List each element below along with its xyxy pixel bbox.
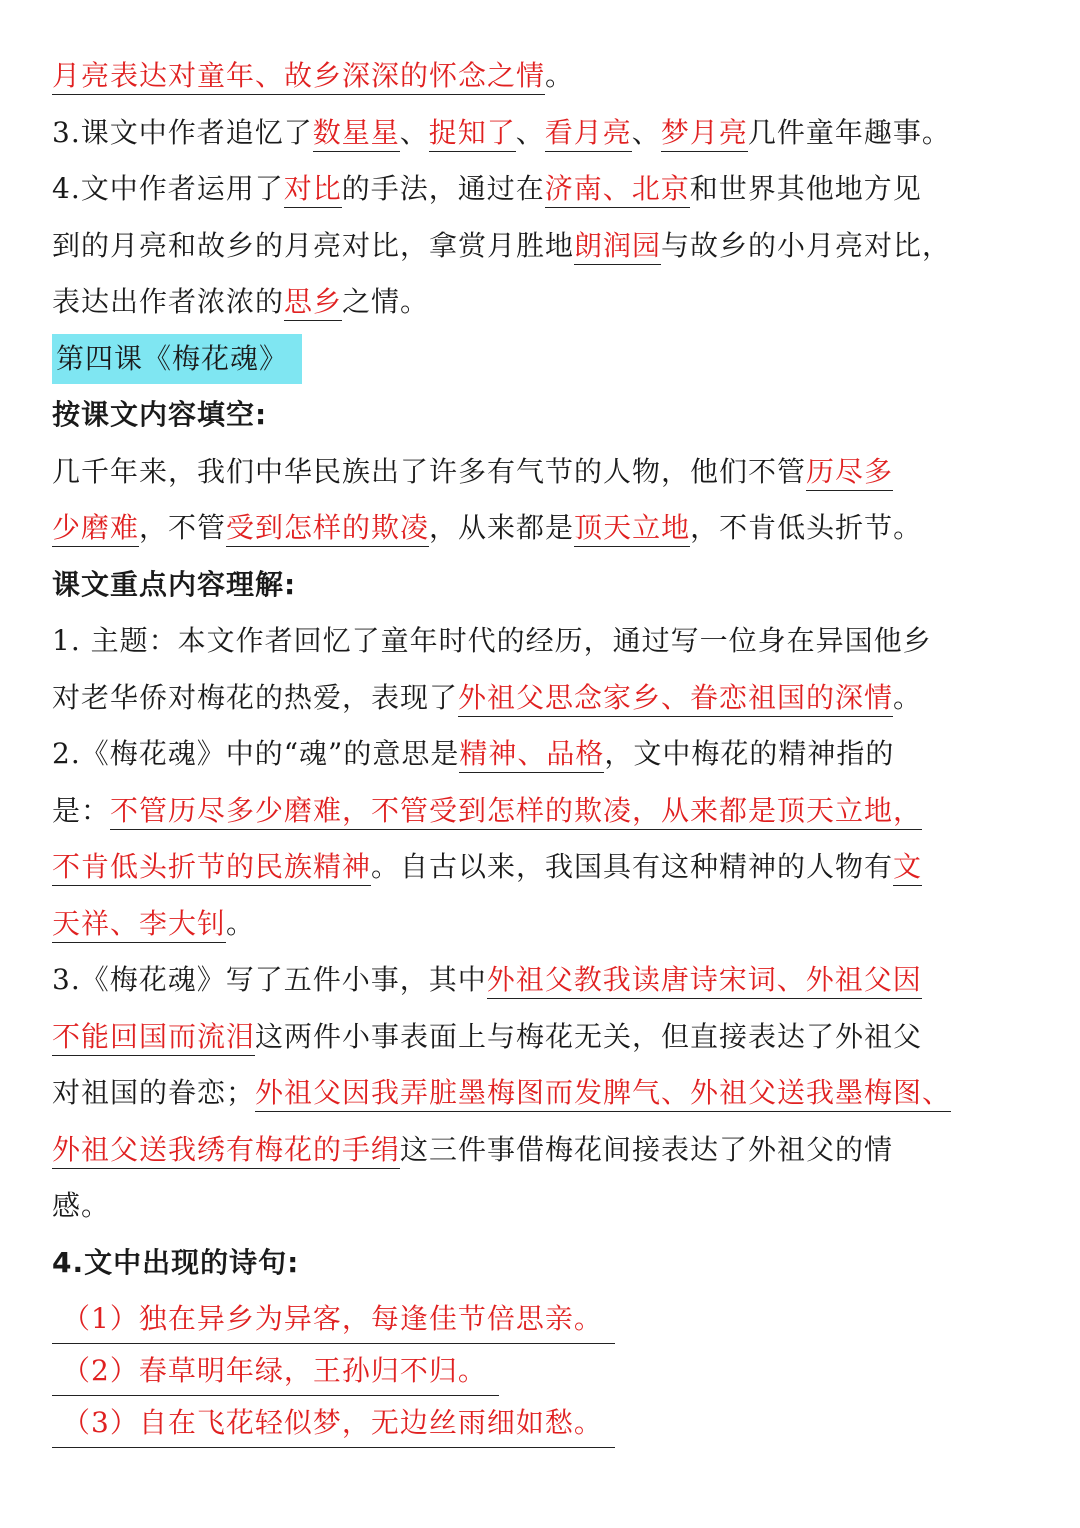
answer-blank: 济南、北京 [545,172,690,208]
text-line [52,218,1042,275]
text-line [52,1009,1042,1066]
answer-blank: 外祖父思念家乡、眷恋祖国的深情 [458,681,893,717]
answer-blank: 不肯低头折节的民族精神 [52,850,371,886]
text-segment: 。 [226,906,256,940]
answer-blank: 朗润园 [574,229,661,265]
poem-line [52,1343,1042,1395]
text-line [52,952,1042,1009]
text-segment: 3.《梅花魂》写了五件小事，其中 [52,963,487,996]
answer-blank: 天祥、李大钊 [52,907,226,943]
text-segment: 这三件事借梅花间接表达了外祖父的情 [400,1132,894,1166]
text-segment: 到的月亮和故乡的月亮对比，拿赏月胜地 [52,228,575,262]
text-segment: 3.课文中作者追忆了 [52,115,313,149]
answer-blank: 梦月亮 [661,116,748,152]
text-line [52,274,1042,331]
text-line [52,896,1042,953]
answer-blank: 不能回国而流泪 [52,1020,255,1056]
answer-blank: 不管历尽多少磨难，不管受到怎样的欺凌，从来都是顶天立地， [110,794,922,830]
section-heading: 按课文内容填空: [52,398,268,431]
text-segment: 几件童年趣事。 [747,115,951,149]
text-segment: 。 [893,680,923,714]
text-segment: 感。 [52,1189,111,1222]
text-line [52,105,1042,162]
text-line [52,48,1042,105]
answer-blank: 外祖父教我读唐诗宋词、外祖父因 [487,963,922,999]
poem-line [52,1395,1042,1447]
text-line [52,670,1042,727]
text-segment: 1. 主题：本文作者回忆了童年时代的经历，通过写一位身在异国他乡 [52,624,932,657]
text-line [52,1122,1042,1179]
text-segment: 、 [515,115,545,149]
text-segment: ，不肯低头折节。 [690,511,923,544]
text-segment: 对祖国的眷恋； [52,1076,256,1109]
text-line [52,839,1042,896]
poem-line [52,1291,1042,1343]
answer-blank: 思乡 [284,285,342,321]
text-segment: 2.《梅花魂》中的“魂”的意思是 [52,737,460,770]
text-segment: 。 [545,59,575,92]
poem-answer: （2）春草明年绿，王孙归不归。 [52,1347,499,1396]
answer-blank: 精神、品格 [459,737,604,773]
text-segment: 、 [399,115,429,149]
poem-answer: （3）自在飞花轻似梦，无边丝雨细如愁。 [52,1399,615,1448]
answer-blank: 历尽多 [806,455,893,491]
text-line [52,613,1042,670]
answer-blank: 对比 [284,172,342,208]
answer-blank: 外祖父送我绣有梅花的手绢 [52,1133,400,1169]
text-segment: ，不管 [139,511,227,544]
text-line [52,161,1042,218]
section-heading: 4.文中出现的诗句: [52,1245,300,1279]
text-segment: 。自古以来，我国具有这种精神的人物有 [371,850,894,883]
text-line [52,1178,1042,1235]
lesson-title: 第四课《梅花魂》 [52,334,302,384]
text-line [52,1065,1042,1122]
answer-blank: 外祖父因我弄脏墨梅图而发脾气、外祖父送我墨梅图、 [255,1076,951,1112]
text-segment: 几千年来，我们中华民族出了许多有气节的人物，他们不管 [52,454,807,488]
text-segment: 这两件小事表面上与梅花无关，但直接表达了外祖父 [255,1019,923,1053]
answer-blank: 数星星 [313,116,400,152]
text-segment: 、 [631,115,661,149]
text-segment: 是： [52,793,111,827]
answer-blank: 文 [893,850,922,886]
text-segment: ，文中梅花的精神指的 [604,737,895,770]
text-line [52,444,1042,501]
text-segment: 对老华侨对梅花的热爱，表现了 [52,680,459,714]
text-segment: 和世界其他地方见 [689,172,922,205]
poem-answer: （1）独在异乡为异客，每逢佳节倍思亲。 [52,1295,615,1344]
answer-blank: 月亮表达对童年、故乡深深的怀念之情 [52,59,545,95]
text-segment: 与故乡的小月亮对比， [661,228,952,262]
text-segment: ，从来都是 [429,511,575,544]
lesson-heading-row [52,331,1042,388]
text-line [52,500,1042,557]
text-segment: 4.文中作者运用了 [52,172,284,205]
text-segment: 的手法，通过在 [341,172,545,205]
text-line [52,783,1042,840]
answer-blank: 少磨难 [52,511,139,547]
text-line [52,726,1042,783]
answer-blank: 受到怎样的欺凌 [226,511,429,547]
answer-blank: 捉知了 [429,116,516,152]
text-segment: 之情。 [342,285,430,318]
document-page [52,48,1042,1447]
section-heading: 课文重点内容理解: [52,567,297,601]
text-segment: 表达出作者浓浓的 [52,285,285,318]
answer-blank: 顶天立地 [574,511,690,547]
answer-blank: 看月亮 [545,116,632,152]
